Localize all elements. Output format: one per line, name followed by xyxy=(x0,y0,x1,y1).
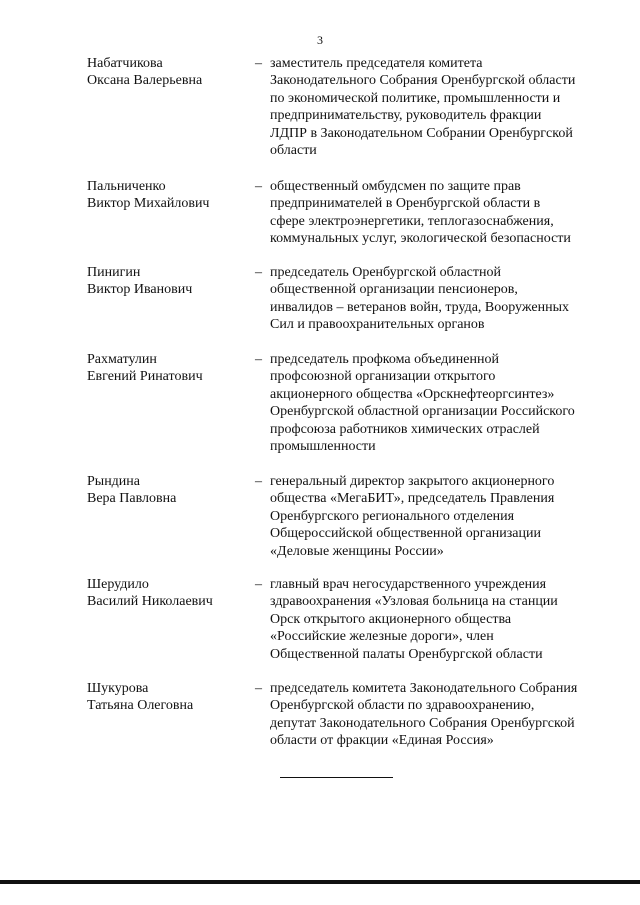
position-line: сфере электроэнергетики, теплогазоснабжения, xyxy=(270,213,554,229)
end-separator-line xyxy=(280,777,393,778)
member-name xyxy=(87,576,247,610)
member-name xyxy=(87,55,247,89)
position-line: «Деловые женщины России» xyxy=(270,543,444,559)
member-given-name: Татьяна Олеговна xyxy=(87,698,194,713)
position-line: здравоохранения «Узловая больница на станции xyxy=(270,594,558,610)
position-line: Сил и правоохранительных органов xyxy=(270,317,485,333)
dash-separator: – xyxy=(255,56,262,71)
dash-separator: – xyxy=(255,681,262,696)
member-position xyxy=(270,178,610,248)
dash-separator: – xyxy=(255,474,262,489)
member-name xyxy=(87,351,247,385)
member-position xyxy=(270,473,610,560)
member-name xyxy=(87,680,247,714)
member-name xyxy=(87,178,247,212)
position-line: профсоюзной организации открытого xyxy=(270,369,496,385)
dash-separator: – xyxy=(255,352,262,367)
member-surname: Шерудило xyxy=(87,577,149,592)
position-line: области от фракции «Единая Россия» xyxy=(270,733,494,749)
member-given-name: Василий Николаевич xyxy=(87,594,213,609)
dash-separator: – xyxy=(255,265,262,280)
member-surname: Рындина xyxy=(87,474,141,489)
member-position xyxy=(270,55,610,159)
dash-separator: – xyxy=(255,179,262,194)
member-given-name: Вера Павловна xyxy=(87,491,177,506)
position-line: предпринимательству, руководитель фракции xyxy=(270,108,542,124)
position-line: Законодательного Собрания Оренбургской области xyxy=(270,73,576,89)
position-line: председатель Оренбургской областной xyxy=(270,265,501,280)
position-line: области xyxy=(270,143,317,159)
member-position xyxy=(270,264,610,334)
member-surname: Набатчикова xyxy=(87,56,163,71)
member-given-name: Оксана Валерьевна xyxy=(87,73,203,88)
position-line: по экономической политике, промышленности и xyxy=(270,90,561,106)
member-surname: Рахматулин xyxy=(87,352,157,367)
position-line: Оренбургской областной организации Российского xyxy=(270,404,575,420)
position-line: ЛДПР в Законодательном Собрании Оренбургской xyxy=(270,125,573,141)
position-line: инвалидов – ветеранов войн, труда, Вооруженных xyxy=(270,299,569,315)
position-line: главный врач негосударственного учреждения xyxy=(270,577,547,592)
member-surname: Пальниченко xyxy=(87,179,166,194)
member-given-name: Евгений Ринатович xyxy=(87,369,203,384)
position-line: общества «МегаБИТ», председатель Правления xyxy=(270,491,555,507)
scan-edge-bar xyxy=(0,880,640,884)
position-line: общественный омбудсмен по защите прав xyxy=(270,179,521,194)
position-line: председатель профкома объединенной xyxy=(270,352,499,367)
position-line: Общественной палаты Оренбургской области xyxy=(270,646,543,662)
position-line: общественной организации пенсионеров, xyxy=(270,282,518,298)
member-name xyxy=(87,264,247,298)
position-line: заместитель председателя комитета xyxy=(270,56,483,71)
member-position xyxy=(270,680,610,750)
page-number: 3 xyxy=(317,33,323,47)
position-line: промышленности xyxy=(270,439,376,455)
member-surname: Пинигин xyxy=(87,265,141,280)
position-line: председатель комитета Законодательного Собрания xyxy=(270,681,578,696)
position-line: Общероссийской общественной организации xyxy=(270,526,541,542)
position-line: Оренбургского регионального отделения xyxy=(270,508,515,524)
member-position xyxy=(270,576,610,663)
position-line: депутат Законодательного Собрания Оренбургской xyxy=(270,715,575,731)
position-line: Орск открытого акционерного общества xyxy=(270,611,512,627)
member-name xyxy=(87,473,247,507)
member-given-name: Виктор Иванович xyxy=(87,282,193,297)
position-line: акционерного общества «Орскнефтеоргсинтез» xyxy=(270,386,555,402)
position-line: предпринимателей в Оренбургской области в xyxy=(270,196,541,212)
position-line: генеральный директор закрытого акционерного xyxy=(270,474,555,489)
position-line: «Российские железные дороги», член xyxy=(270,629,494,645)
dash-separator: – xyxy=(255,577,262,592)
member-surname: Шукурова xyxy=(87,681,149,696)
position-line: Оренбургской области по здравоохранению, xyxy=(270,698,535,714)
position-line: профсоюза работников химических отраслей xyxy=(270,421,540,437)
member-position xyxy=(270,351,610,455)
member-given-name: Виктор Михайлович xyxy=(87,196,210,211)
position-line: коммунальных услуг, экологической безопасности xyxy=(270,231,571,247)
